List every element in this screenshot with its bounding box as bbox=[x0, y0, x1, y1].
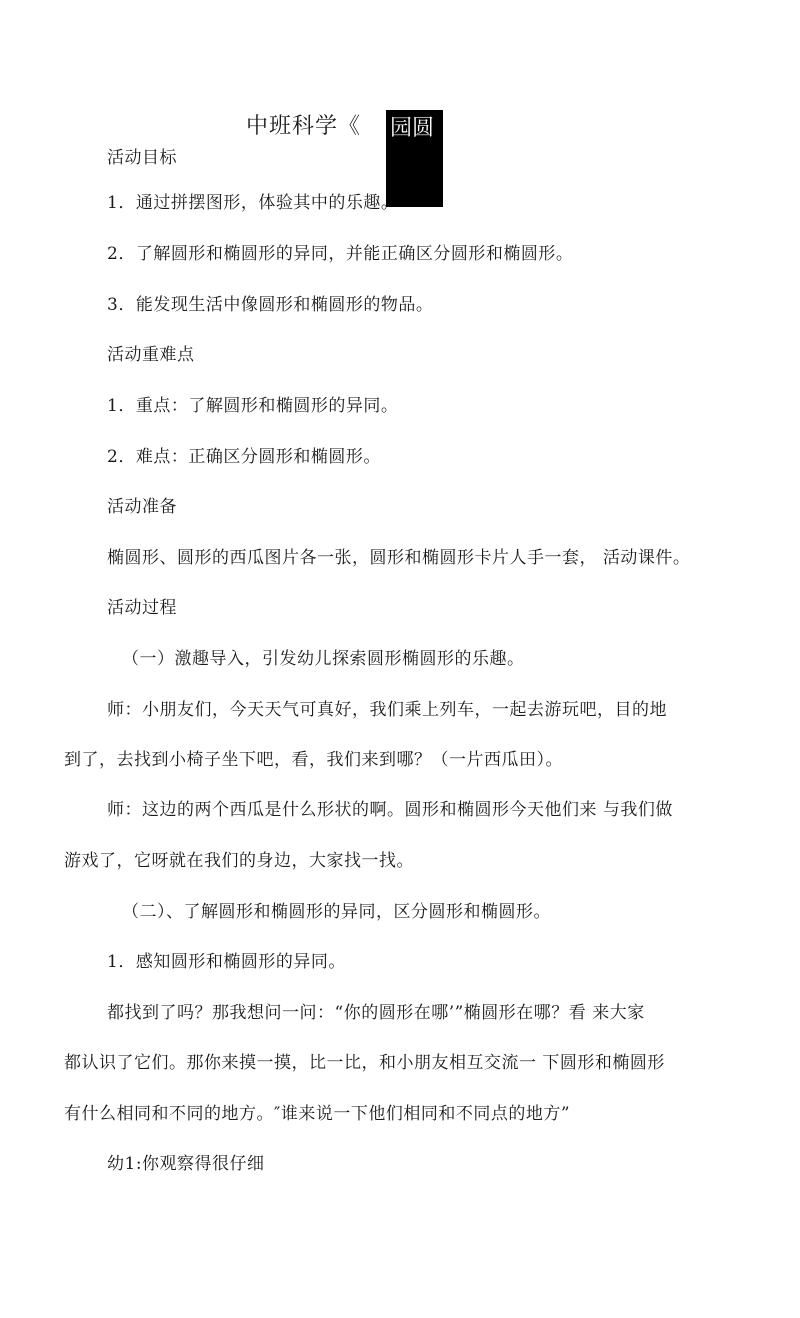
redacted-title-fragment: 园圆 bbox=[390, 116, 435, 141]
paragraph-line-1b: 都认识了它们。那你来摸一摸，比一比，和小朋友相互交流一 下圆形和椭圆形 bbox=[64, 1053, 665, 1073]
title-text: 中班科学《 bbox=[246, 114, 362, 139]
paragraph-line-1a: 都找到了吗？那我想问一问：“你的圆形在哪’”椭圆形在哪？看 来大家 bbox=[107, 1003, 645, 1023]
document-title bbox=[246, 112, 361, 142]
goal-item-3: 3．能发现生活中像圆形和椭圆形的物品。 bbox=[107, 295, 434, 315]
teacher-line-2b: 游戏了，它呀就在我们的身边，大家找一找。 bbox=[64, 851, 414, 871]
process-heading: 活动过程 bbox=[107, 598, 177, 618]
teacher-line-1a: 师：小朋友们，今天天气可真好，我们乘上列车，一起去游玩吧，目的地 bbox=[107, 700, 667, 720]
teacher-line-2a: 师：这边的两个西瓜是什么形状的啊。圆形和椭圆形今天他们来 与我们做 bbox=[107, 800, 673, 820]
prep-heading: 活动准备 bbox=[107, 497, 177, 517]
child-response-1: 幼1:你观察得很仔细 bbox=[107, 1154, 265, 1174]
key-item-2: 2．难点：正确区分圆形和椭圆形。 bbox=[107, 447, 381, 467]
key-heading: 活动重难点 bbox=[107, 345, 195, 365]
goal-item-1: 1．通过拼摆图形，体验其中的乐趣。 bbox=[107, 193, 399, 213]
goal-item-2: 2．了解圆形和椭圆形的异同，并能正确区分圆形和椭圆形。 bbox=[107, 244, 574, 264]
process-sub-1: 1．感知圆形和椭圆形的异同。 bbox=[107, 952, 346, 972]
paragraph-line-1c: 有什么相同和不同的地方。″谁来说一下他们相同和不同点的地方” bbox=[64, 1104, 571, 1124]
process-step-1: （一）激趣导入，引发幼儿探索圆形椭圆形的乐趣。 bbox=[122, 649, 525, 669]
key-item-1: 1．重点：了解圆形和椭圆形的异同。 bbox=[107, 396, 399, 416]
process-step-2: （二）、了解圆形和椭圆形的异同，区分圆形和椭圆形。 bbox=[122, 902, 551, 922]
prep-item-1: 椭圆形、圆形的西瓜图片各一张，圆形和椭圆形卡片人手一套， 活动课件。 bbox=[107, 548, 691, 568]
teacher-line-1b: 到了，去找到小椅子坐下吧，看，我们来到哪？（一片西瓜田）。 bbox=[64, 750, 563, 770]
goal-heading: 活动目标 bbox=[107, 148, 177, 168]
